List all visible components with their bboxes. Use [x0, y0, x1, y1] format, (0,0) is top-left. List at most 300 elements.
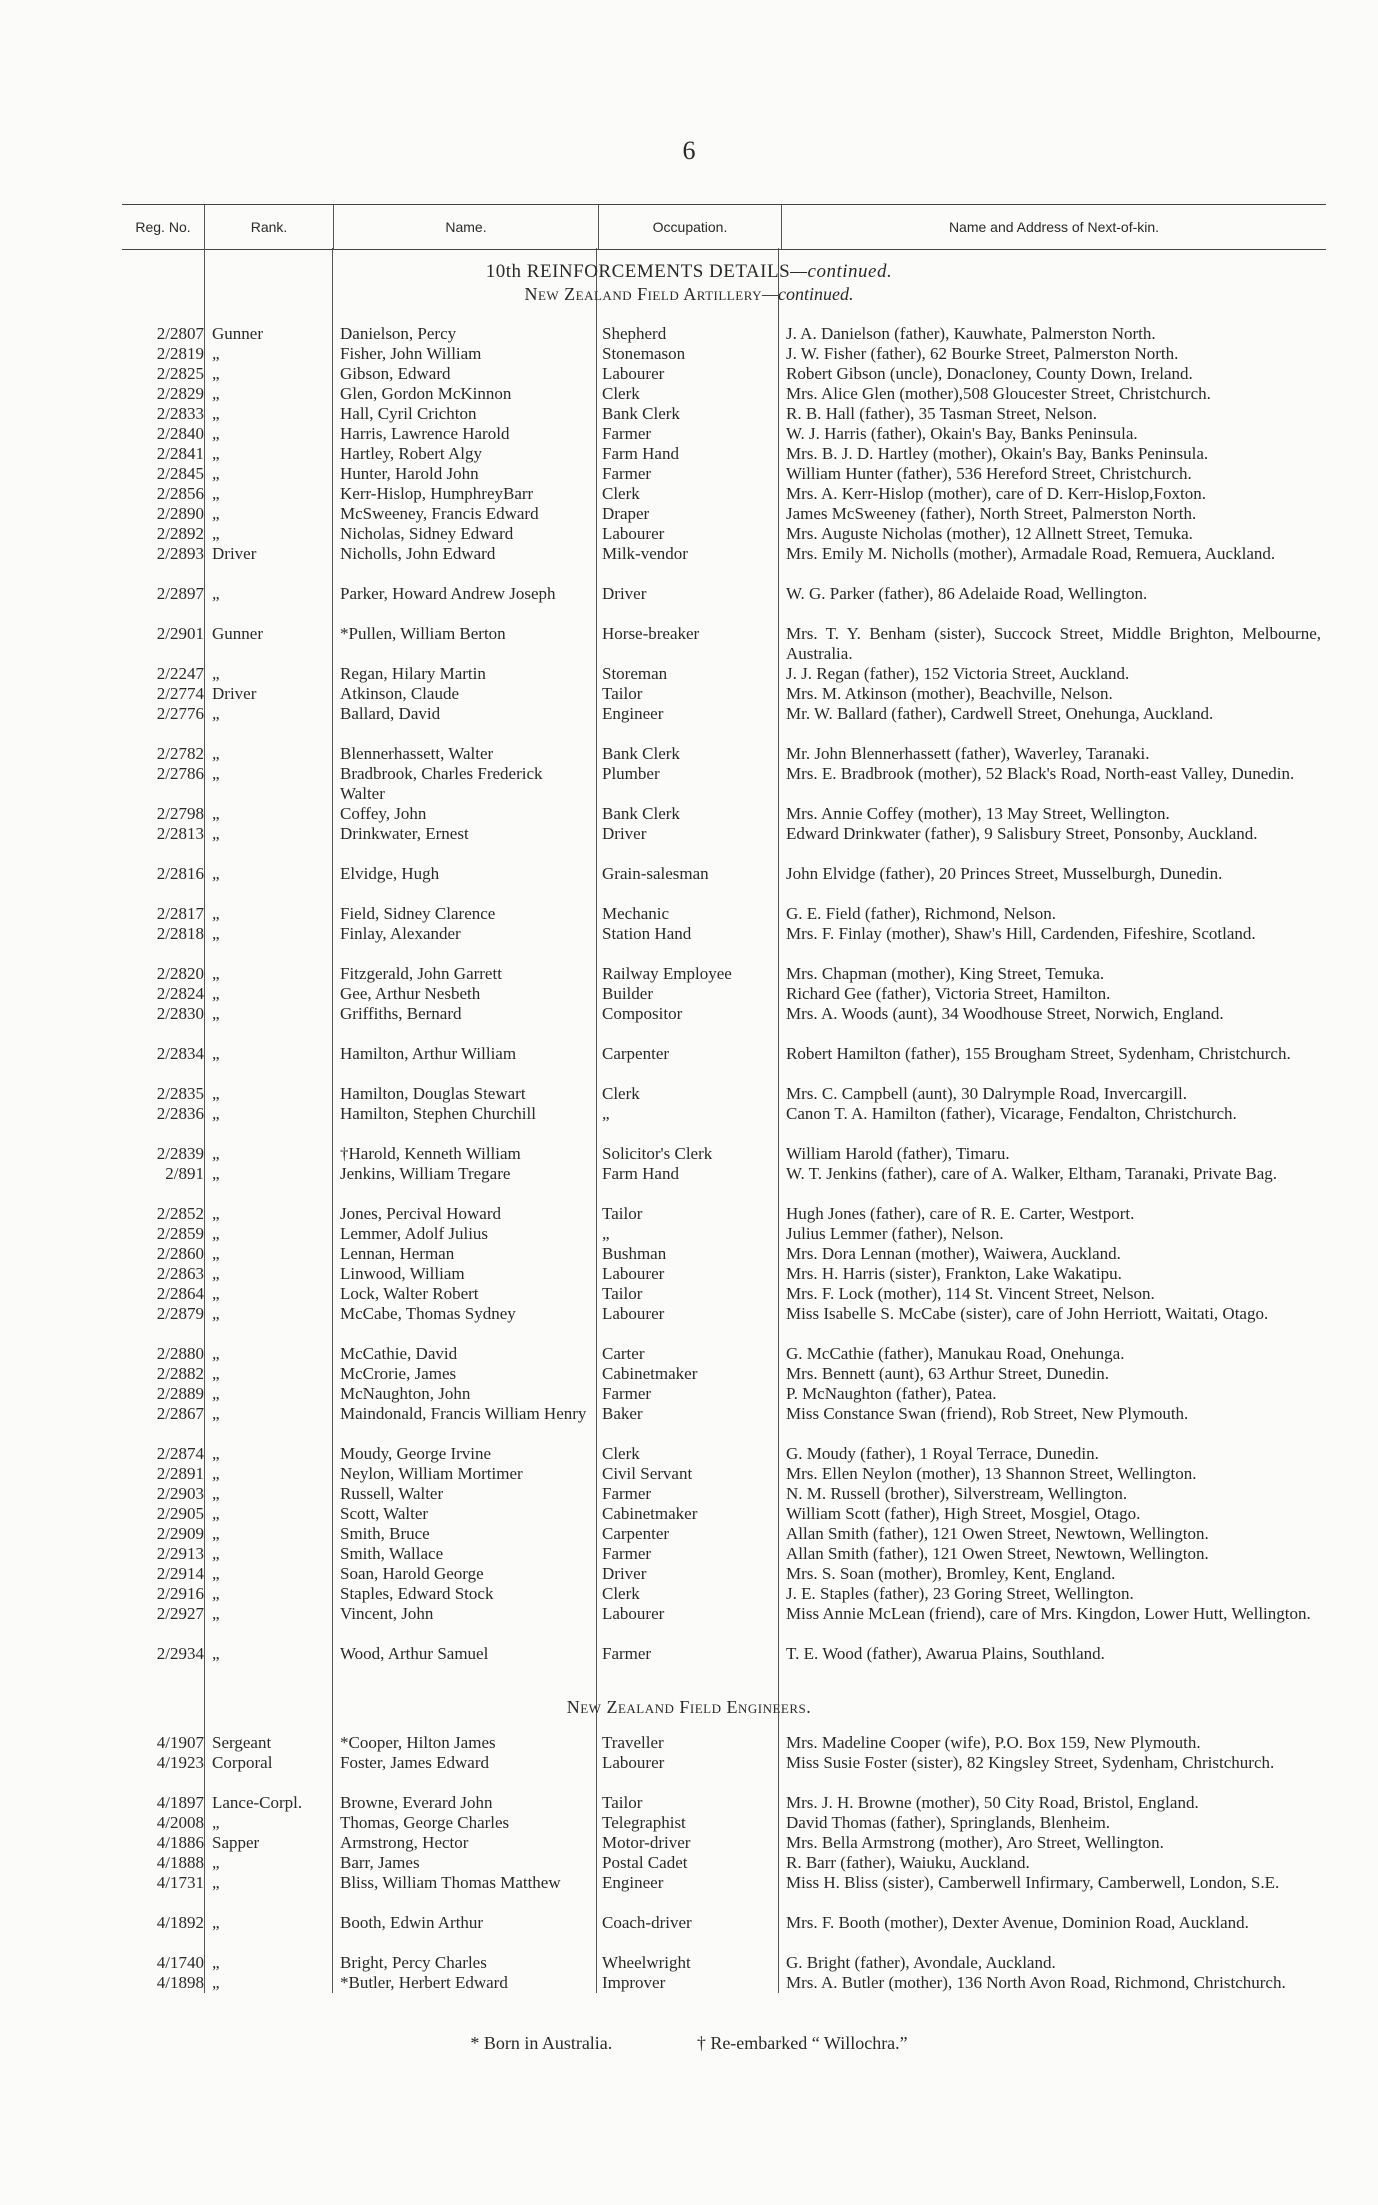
soldier-name: Wood, Arthur Samuel	[340, 1644, 489, 1663]
reg-no: 2/2893	[156, 544, 204, 563]
next-of-kin-address: William Scott (father), High Street, Mosgiel, Otago.	[786, 1504, 1141, 1523]
next-of-kin-address: J. J. Regan (father), 152 Victoria Street, Auckland.	[786, 664, 1130, 683]
table-row	[0, 1853, 1378, 1873]
soldier-name: Hamilton, Douglas Stewart	[340, 1084, 526, 1103]
next-of-kin-address: Edward Drinkwater (father), 9 Salisbury Street, Ponsonby, Auckland.	[786, 824, 1258, 843]
rank: „	[212, 924, 220, 943]
rank: „	[212, 1004, 220, 1023]
occupation: Clerk	[602, 384, 640, 403]
soldier-name: Staples, Edward Stock	[340, 1584, 494, 1603]
next-of-kin-address: Mr. John Blennerhassett (father), Waverley, Taranaki.	[786, 744, 1150, 763]
occupation: Driver	[602, 1564, 647, 1583]
rank: „	[212, 1084, 220, 1103]
occupation: Clerk	[602, 1084, 640, 1103]
occupation: Clerk	[602, 1444, 640, 1463]
soldier-name: Browne, Everard John	[340, 1793, 493, 1812]
next-of-kin-address: W. G. Parker (father), 86 Adelaide Road, Wellington.	[786, 584, 1148, 603]
table-row	[0, 624, 1378, 664]
soldier-name: Russell, Walter	[340, 1484, 444, 1503]
next-of-kin-address: David Thomas (father), Springlands, Blenheim.	[786, 1813, 1111, 1832]
table-row	[0, 684, 1378, 704]
rank: „	[212, 1953, 220, 1972]
occupation: Bushman	[602, 1244, 667, 1263]
occupation: Milk-vendor	[602, 544, 688, 563]
next-of-kin-address: Robert Hamilton (father), 155 Brougham Street, Sydenham, Christchurch.	[786, 1044, 1291, 1063]
soldier-name: Armstrong, Hector	[340, 1833, 469, 1852]
rank: „	[212, 804, 220, 823]
table-row	[0, 1264, 1378, 1284]
table-row	[0, 704, 1378, 744]
subsection-engineers	[0, 1697, 1378, 1717]
rank: „	[212, 504, 220, 523]
next-of-kin-address: Allan Smith (father), 121 Owen Street, Newtown, Wellington.	[786, 1524, 1209, 1543]
reg-no: 2/2834	[156, 1044, 204, 1063]
next-of-kin-address: Mrs. A. Woods (aunt), 34 Woodhouse Street, Norwich, England.	[786, 1004, 1224, 1023]
rank: „	[212, 1164, 220, 1183]
occupation: Labourer	[602, 524, 665, 543]
soldier-name: McCathie, David	[340, 1344, 458, 1363]
next-of-kin-address: John Elvidge (father), 20 Princes Street, Musselburgh, Dunedin.	[786, 864, 1223, 883]
soldier-name: Elvidge, Hugh	[340, 864, 440, 883]
occupation: Carpenter	[602, 1524, 670, 1543]
soldier-name: Lock, Walter Robert	[340, 1284, 479, 1303]
rank: „	[212, 464, 220, 483]
next-of-kin-address: Richard Gee (father), Victoria Street, Hamilton.	[786, 984, 1111, 1003]
reg-no: 2/2836	[156, 1104, 204, 1123]
next-of-kin-address: G. Bright (father), Avondale, Auckland.	[786, 1953, 1056, 1972]
reg-no: 2/2909	[156, 1524, 204, 1543]
soldier-name: McSweeney, Francis Edward	[340, 504, 539, 523]
table-row	[0, 664, 1378, 684]
next-of-kin-address: Mrs. Bennett (aunt), 63 Arthur Street, Dunedin.	[786, 1364, 1109, 1383]
next-of-kin-address: James McSweeney (father), North Street, Palmerston North.	[786, 504, 1197, 523]
occupation: „	[602, 1104, 610, 1123]
reg-no: 2/2863	[156, 1264, 204, 1283]
rank: Gunner	[212, 324, 263, 343]
soldier-name: Lemmer, Adolf Julius	[340, 1224, 489, 1243]
table-row	[0, 804, 1378, 824]
soldier-name: Thomas, George Charles	[340, 1813, 510, 1832]
subsection-engineers-title: New Zealand Field Engineers.	[566, 1697, 812, 1717]
table-row	[0, 1544, 1378, 1564]
soldier-name: Nicholas, Sidney Edward	[340, 524, 514, 543]
occupation: Motor-driver	[602, 1833, 691, 1852]
next-of-kin-address: Mrs. Dora Lennan (mother), Waiwera, Auckland.	[786, 1244, 1121, 1263]
occupation: Carpenter	[602, 1044, 670, 1063]
soldier-name: Lennan, Herman	[340, 1244, 455, 1263]
next-of-kin-address: Allan Smith (father), 121 Owen Street, Newtown, Wellington.	[786, 1544, 1209, 1563]
table-row	[0, 1304, 1378, 1344]
rank: „	[212, 1404, 220, 1423]
soldier-name: Glen, Gordon McKinnon	[340, 384, 512, 403]
rank: „	[212, 1524, 220, 1543]
table-row	[0, 484, 1378, 504]
occupation: Station Hand	[602, 924, 692, 943]
rank: Corporal	[212, 1753, 273, 1772]
rank: Sapper	[212, 1833, 260, 1852]
soldier-name: Blennerhassett, Walter	[340, 744, 494, 763]
occupation: Tailor	[602, 684, 643, 703]
next-of-kin-address: Mrs. J. H. Browne (mother), 50 City Road, Bristol, England.	[786, 1793, 1199, 1812]
next-of-kin-address: Hugh Jones (father), care of R. E. Carter, Westport.	[786, 1204, 1135, 1223]
next-of-kin-address: R. B. Hall (father), 35 Tasman Street, Nelson.	[786, 404, 1098, 423]
next-of-kin-address: P. McNaughton (father), Patea.	[786, 1384, 997, 1403]
occupation: Bank Clerk	[602, 804, 680, 823]
reg-no: 2/2776	[156, 704, 204, 723]
reg-no: 2/2824	[156, 984, 204, 1003]
rank: „	[212, 764, 220, 783]
reg-no: 2/2818	[156, 924, 204, 943]
occupation: Mechanic	[602, 904, 670, 923]
table-row	[0, 1284, 1378, 1304]
rank: „	[212, 1104, 220, 1123]
rank: „	[212, 1504, 220, 1523]
occupation: Farm Hand	[602, 1164, 679, 1183]
next-of-kin-address: G. McCathie (father), Manukau Road, Onehunga.	[786, 1344, 1125, 1363]
reg-no: 2/2901	[156, 624, 204, 643]
header-name: Name.	[334, 205, 599, 249]
reg-no: 4/1923	[156, 1753, 204, 1772]
occupation: Draper	[602, 504, 650, 523]
table-row	[0, 1044, 1378, 1084]
reg-no: 2/2841	[156, 444, 204, 463]
table-row	[0, 344, 1378, 364]
rank: „	[212, 1464, 220, 1483]
reg-no: 2/2820	[156, 964, 204, 983]
rank: „	[212, 744, 220, 763]
table-row	[0, 1244, 1378, 1264]
soldier-name: Coffey, John	[340, 804, 427, 823]
next-of-kin-address: Mrs. M. Atkinson (mother), Beachville, Nelson.	[786, 684, 1113, 703]
soldier-name: Regan, Hilary Martin	[340, 664, 486, 683]
rank: „	[212, 1364, 220, 1383]
table-row	[0, 544, 1378, 584]
table-row	[0, 1404, 1378, 1444]
header-occupation: Occupation.	[599, 205, 782, 249]
artillery-table	[0, 324, 1378, 1664]
table-row	[0, 904, 1378, 924]
next-of-kin-address: Mrs. Madeline Cooper (wife), P.O. Box 159, New Plymouth.	[786, 1733, 1201, 1752]
next-of-kin-address: Mrs. T. Y. Benham (sister), Succock Street, Middle Brighton, Melbourne, Australia.	[786, 624, 1321, 663]
next-of-kin-address: Miss Annie McLean (friend), care of Mrs. Kingdon, Lower Hutt, Wellington.	[786, 1604, 1311, 1623]
reg-no: 2/2840	[156, 424, 204, 443]
footnotes	[0, 2033, 1378, 2054]
soldier-name: McCrorie, James	[340, 1364, 457, 1383]
occupation: Grain-salesman	[602, 864, 709, 883]
soldier-name: Harris, Lawrence Harold	[340, 424, 510, 443]
next-of-kin-address: J. W. Fisher (father), 62 Bourke Street, Palmerston North.	[786, 344, 1179, 363]
rank: „	[212, 1204, 220, 1223]
reg-no: 2/2798	[156, 804, 204, 823]
header-next-of-kin: Name and Address of Next-of-kin.	[948, 219, 1160, 235]
rank: „	[212, 1444, 220, 1463]
occupation: Compositor	[602, 1004, 683, 1023]
rank: „	[212, 984, 220, 1003]
reg-no: 2/2859	[156, 1224, 204, 1243]
reg-no: 2/2247	[156, 664, 204, 683]
occupation: Driver	[602, 584, 647, 603]
table-row	[0, 764, 1378, 804]
reg-no: 2/2852	[156, 1204, 204, 1223]
table-row	[0, 464, 1378, 484]
occupation: Farmer	[602, 424, 652, 443]
page-number: 6	[682, 136, 696, 165]
section-title-main: 10th REINFORCEMENTS DETAILS	[485, 261, 791, 282]
table-row	[0, 1913, 1378, 1953]
rank: „	[212, 524, 220, 543]
next-of-kin-address: Mrs. F. Lock (mother), 114 St. Vincent Street, Nelson.	[786, 1284, 1155, 1303]
occupation: Farm Hand	[602, 444, 679, 463]
rank: „	[212, 1873, 220, 1892]
soldier-name: Griffiths, Bernard	[340, 1004, 462, 1023]
rank: „	[212, 964, 220, 983]
next-of-kin-address: Mrs. H. Harris (sister), Frankton, Lake Wakatipu.	[786, 1264, 1122, 1283]
reg-no: 2/2807	[156, 324, 204, 343]
next-of-kin-address: Mrs. B. J. D. Hartley (mother), Okain's Bay, Banks Peninsula.	[786, 444, 1209, 463]
occupation: Labourer	[602, 1304, 665, 1323]
rank: „	[212, 444, 220, 463]
reg-no: 2/2774	[156, 684, 204, 703]
table-row	[0, 1004, 1378, 1044]
rank: „	[212, 364, 220, 383]
next-of-kin-address: Mrs. Auguste Nicholas (mother), 12 Allnett Street, Temuka.	[786, 524, 1193, 543]
next-of-kin-address: Mrs. Ellen Neylon (mother), 13 Shannon Street, Wellington.	[786, 1464, 1197, 1483]
soldier-name: Jenkins, William Tregare	[340, 1164, 511, 1183]
occupation: Cabinetmaker	[602, 1364, 698, 1383]
subsection-artillery-title: New Zealand Field Artillery	[524, 284, 763, 304]
occupation: Driver	[602, 824, 647, 843]
next-of-kin-address: W. T. Jenkins (father), care of A. Walker, Eltham, Taranaki, Private Bag.	[786, 1164, 1278, 1183]
reg-no: 4/2008	[156, 1813, 204, 1832]
table-row	[0, 964, 1378, 984]
rank: „	[212, 424, 220, 443]
soldier-name: Barr, James	[340, 1853, 420, 1872]
soldier-name: Moudy, George Irvine	[340, 1444, 492, 1463]
reg-no: 2/2913	[156, 1544, 204, 1563]
table-row	[0, 1084, 1378, 1104]
occupation: Wheelwright	[602, 1953, 691, 1972]
next-of-kin-address: J. E. Staples (father), 23 Goring Street, Wellington.	[786, 1584, 1134, 1603]
rank: „	[212, 484, 220, 503]
next-of-kin-address: T. E. Wood (father), Awarua Plains, Southland.	[786, 1644, 1105, 1663]
rank: „	[212, 824, 220, 843]
occupation: Farmer	[602, 1484, 652, 1503]
soldier-name: McNaughton, John	[340, 1384, 471, 1403]
reg-no: 2/2817	[156, 904, 204, 923]
next-of-kin-address: Mrs. Emily M. Nicholls (mother), Armadale Road, Remuera, Auckland.	[786, 544, 1276, 563]
rank: „	[212, 1044, 220, 1063]
rank: „	[212, 1264, 220, 1283]
reg-no: 2/2782	[156, 744, 204, 763]
occupation: Labourer	[602, 1753, 665, 1772]
table-row	[0, 864, 1378, 904]
reg-no: 2/2889	[156, 1384, 204, 1403]
occupation: Labourer	[602, 1264, 665, 1283]
next-of-kin-address: Mrs. S. Soan (mother), Bromley, Kent, England.	[786, 1564, 1116, 1583]
occupation: Coach-driver	[602, 1913, 692, 1932]
rank: „	[212, 864, 220, 883]
occupation: Labourer	[602, 1604, 665, 1623]
occupation: Tailor	[602, 1204, 643, 1223]
occupation: Farmer	[602, 1644, 652, 1663]
occupation: Tailor	[602, 1284, 643, 1303]
reg-no: 2/2914	[156, 1564, 204, 1583]
table-row	[0, 1104, 1378, 1144]
table-row	[0, 444, 1378, 464]
reg-no: 2/2786	[156, 764, 204, 783]
soldier-name: Booth, Edwin Arthur	[340, 1913, 484, 1932]
next-of-kin-address: Canon T. A. Hamilton (father), Vicarage, Fendalton, Christchurch.	[786, 1104, 1237, 1123]
occupation: Builder	[602, 984, 653, 1003]
occupation: Clerk	[602, 484, 640, 503]
table-row	[0, 384, 1378, 404]
occupation: Telegraphist	[602, 1813, 686, 1832]
rank: „	[212, 1284, 220, 1303]
rank: „	[212, 704, 220, 723]
soldier-name: Maindonald, Francis William Henry	[340, 1404, 587, 1423]
table-row	[0, 424, 1378, 444]
occupation: Carter	[602, 1344, 645, 1363]
table-row	[0, 1364, 1378, 1384]
table-row	[0, 1753, 1378, 1793]
reg-no: 2/2830	[156, 1004, 204, 1023]
soldier-name: Foster, James Edward	[340, 1753, 489, 1772]
occupation: Horse-breaker	[602, 624, 700, 643]
table-row	[0, 1204, 1378, 1224]
occupation: Farmer	[602, 1384, 652, 1403]
rank: Driver	[212, 544, 257, 563]
reg-no: 2/2892	[156, 524, 204, 543]
rank: „	[212, 1564, 220, 1583]
reg-no: 2/2829	[156, 384, 204, 403]
table-row	[0, 1584, 1378, 1604]
table-row	[0, 1873, 1378, 1913]
rank: „	[212, 584, 220, 603]
rank: „	[212, 1344, 220, 1363]
reg-no: 2/2890	[156, 504, 204, 523]
soldier-name: Soan, Harold George	[340, 1564, 484, 1583]
reg-no: 4/1892	[156, 1913, 204, 1932]
reg-no: 4/1907	[156, 1733, 204, 1752]
occupation: Engineer	[602, 1873, 664, 1892]
reg-no: 4/1888	[156, 1853, 204, 1872]
section-title-continued: —continued.	[790, 261, 893, 282]
soldier-name: Gee, Arthur Nesbeth	[340, 984, 481, 1003]
next-of-kin-address: Robert Gibson (uncle), Donacloney, County Down, Ireland.	[786, 364, 1193, 383]
occupation: Stonemason	[602, 344, 686, 363]
soldier-name: †Harold, Kenneth William	[340, 1144, 521, 1163]
soldier-name: Scott, Walter	[340, 1504, 429, 1523]
occupation: Traveller	[602, 1733, 664, 1752]
reg-no: 4/1886	[156, 1833, 204, 1852]
reg-no: 2/2860	[156, 1244, 204, 1263]
soldier-name: *Pullen, William Berton	[340, 624, 506, 643]
table-row	[0, 1604, 1378, 1644]
reg-no: 2/2825	[156, 364, 204, 383]
occupation: Labourer	[602, 364, 665, 383]
rank: „	[212, 344, 220, 363]
table-row	[0, 1164, 1378, 1204]
next-of-kin-address: William Harold (father), Timaru.	[786, 1144, 1010, 1163]
table-row	[0, 504, 1378, 524]
soldier-name: Hunter, Harold John	[340, 464, 479, 483]
soldier-name: Danielson, Percy	[340, 324, 457, 343]
table-row	[0, 924, 1378, 964]
occupation: Storeman	[602, 664, 668, 683]
table-row	[0, 1224, 1378, 1244]
soldier-name: Gibson, Edward	[340, 364, 451, 383]
table-row	[0, 984, 1378, 1004]
reg-no: 2/2927	[156, 1604, 204, 1623]
reg-no: 2/2835	[156, 1084, 204, 1103]
soldier-name: Hartley, Robert Algy	[340, 444, 482, 463]
occupation: Solicitor's Clerk	[602, 1144, 713, 1163]
next-of-kin-address: Miss Isabelle S. McCabe (sister), care of John Herriott, Waitati, Otago.	[786, 1304, 1269, 1323]
reg-no: 2/2833	[156, 404, 204, 423]
occupation: Improver	[602, 1973, 666, 1992]
reg-no: 4/1731	[156, 1873, 204, 1892]
reg-no: 2/2905	[156, 1504, 204, 1523]
reg-no: 2/2916	[156, 1584, 204, 1603]
table-row	[0, 1644, 1378, 1664]
table-row	[0, 524, 1378, 544]
table-row	[0, 744, 1378, 764]
table-row	[0, 404, 1378, 424]
rank: „	[212, 1584, 220, 1603]
next-of-kin-address: G. E. Field (father), Richmond, Nelson.	[786, 904, 1057, 923]
reg-no: 2/2880	[156, 1344, 204, 1363]
rank: „	[212, 1144, 220, 1163]
next-of-kin-address: N. M. Russell (brother), Silverstream, Wellington.	[786, 1484, 1128, 1503]
soldier-name: Nicholls, John Edward	[340, 544, 496, 563]
reg-no: 2/2816	[156, 864, 204, 883]
reg-no: 4/1897	[156, 1793, 204, 1812]
occupation: Baker	[602, 1404, 643, 1423]
reg-no: 2/2864	[156, 1284, 204, 1303]
rank: „	[212, 904, 220, 923]
soldier-name: Bradbrook, Charles Frederick Walter	[340, 764, 543, 803]
rank: Sergeant	[212, 1733, 272, 1752]
reg-no: 2/2879	[156, 1304, 204, 1323]
rank: Driver	[212, 684, 257, 703]
soldier-name: McCabe, Thomas Sydney	[340, 1304, 516, 1323]
table-row	[0, 364, 1378, 384]
occupation: Tailor	[602, 1793, 643, 1812]
soldier-name: *Butler, Herbert Edward	[340, 1973, 508, 1992]
occupation: Railway Employee	[602, 964, 732, 983]
subsection-artillery	[0, 284, 1378, 304]
next-of-kin-address: Mrs. F. Booth (mother), Dexter Avenue, Dominion Road, Auckland.	[786, 1913, 1249, 1932]
occupation: Bank Clerk	[602, 744, 680, 763]
soldier-name: Ballard, David	[340, 704, 441, 723]
table-row	[0, 1524, 1378, 1544]
section-title	[0, 262, 1378, 282]
table-row	[0, 584, 1378, 624]
next-of-kin-address: Mrs. F. Finlay (mother), Shaw's Hill, Cardenden, Fifeshire, Scotland.	[786, 924, 1256, 943]
reg-no: 2/891	[165, 1164, 204, 1183]
footnote-born-in-australia: * Born in Australia.	[470, 2033, 613, 2053]
next-of-kin-address: Mrs. Annie Coffey (mother), 13 May Street, Wellington.	[786, 804, 1170, 823]
rank: „	[212, 1853, 220, 1872]
reg-no: 4/1740	[156, 1953, 204, 1972]
header-rank: Rank.	[205, 205, 334, 249]
occupation: Shepherd	[602, 324, 667, 343]
soldier-name: Hall, Cyril Crichton	[340, 404, 477, 423]
table-row	[0, 1833, 1378, 1853]
occupation: Clerk	[602, 1584, 640, 1603]
rank: „	[212, 1384, 220, 1403]
soldier-name: Bliss, William Thomas Matthew	[340, 1873, 561, 1892]
